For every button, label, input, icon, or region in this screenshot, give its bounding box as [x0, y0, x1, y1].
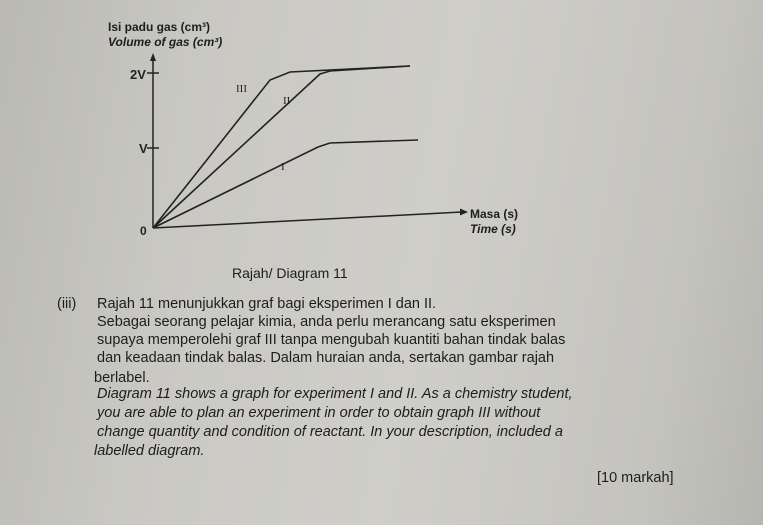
tick-label-v: V — [139, 141, 148, 156]
curve-iii — [153, 66, 410, 228]
y-axis-label-english: Volume of gas (cm³) — [108, 35, 223, 49]
english-line: Diagram 11 shows a graph for experiment I and II. As a chemistry student, — [97, 386, 573, 402]
y-axis-label-malay: Isi padu gas (cm³) — [108, 20, 211, 34]
diagram-caption: Rajah/ Diagram 11 — [232, 265, 348, 281]
malay-line: Rajah 11 menunjukkan graf bagi eksperimen I dan II. — [97, 296, 437, 312]
malay-line: Sebagai seorang pelajar kimia, anda perlu merancang satu eksperimen — [97, 314, 556, 330]
malay-line: supaya memperolehi graf III tanpa mengubah kuantiti bahan tindak balas — [97, 332, 566, 348]
malay-line: dan keadaan tindak balas. Dalam huraian anda, sertakan gambar rajah — [97, 350, 555, 366]
origin-label: 0 — [140, 224, 147, 238]
x-axis-label-malay: Masa (s) — [470, 207, 519, 221]
curve-label-i: I — [281, 161, 285, 173]
question-number: (iii) — [57, 296, 77, 312]
english-line: change quantity and condition of reactant. In your description, included a — [97, 424, 563, 440]
curve-label-ii: II — [283, 95, 291, 107]
curve-ii — [153, 66, 410, 228]
tick-label-2v: 2V — [130, 67, 146, 82]
english-line: you are able to plan an experiment in order to obtain graph III without — [97, 405, 541, 421]
marks-allocation: [10 markah] — [597, 470, 674, 486]
curve-i — [153, 140, 418, 228]
curve-label-iii: III — [236, 83, 247, 95]
y-axis-arrow — [150, 53, 156, 61]
malay-line: berlabel. — [94, 370, 150, 386]
english-line: labelled diagram. — [94, 443, 205, 459]
x-axis-arrow — [460, 209, 468, 216]
x-axis-label-english: Time (s) — [470, 222, 516, 236]
x-axis — [153, 212, 462, 228]
